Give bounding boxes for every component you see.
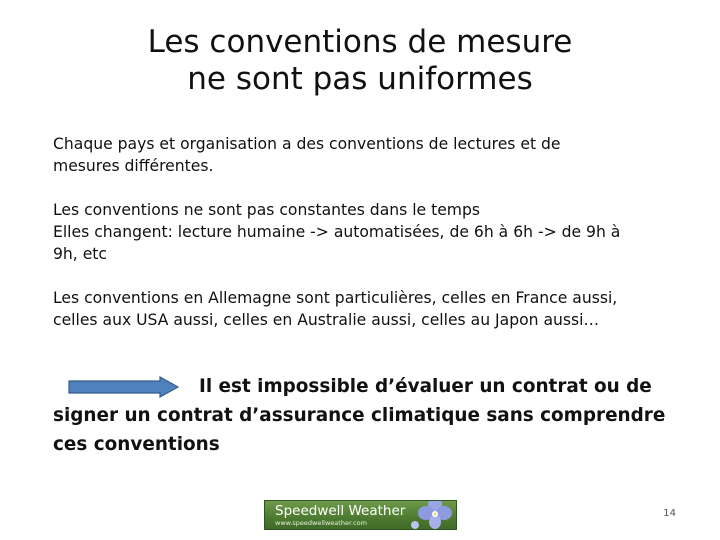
key-statement-line: ces conventions (53, 434, 220, 455)
key-statement-line: Il est impossible d’évaluer un contrat ou de (199, 376, 652, 397)
key-statement-line: signer un contrat d’assurance climatique sans comprendre (53, 405, 666, 426)
paragraph-2 (53, 199, 653, 265)
paragraph-1 (53, 133, 653, 177)
key-statement (53, 372, 673, 459)
slide-title-line-1: Les conventions de mesure (147, 24, 573, 60)
logo-url: www.speedwellweather.com (275, 519, 367, 527)
slide-title-line-2: ne sont pas uniformes (187, 61, 533, 97)
paragraph-line: Les conventions en Allemagne sont particulières, celles en France aussi, (53, 289, 618, 307)
logo-name: Speedwell Weather (275, 503, 406, 519)
page-number: 14 (663, 508, 676, 519)
speedwell-weather-logo (264, 500, 457, 530)
slide-body (53, 133, 653, 353)
paragraph-line: 9h, etc (53, 245, 107, 263)
slide-title (0, 24, 720, 98)
speedwell-flower-icon (405, 500, 457, 530)
paragraph-line: Chaque pays et organisation a des conventions de lectures et de (53, 135, 561, 153)
paragraph-3 (53, 287, 653, 331)
paragraph-line: Elles changent: lecture humaine -> automatisées, de 6h à 6h -> de 9h à (53, 223, 621, 241)
paragraph-line: mesures différentes. (53, 157, 214, 175)
paragraph-line: Les conventions ne sont pas constantes dans le temps (53, 201, 481, 219)
paragraph-line: celles aux USA aussi, celles en Australie aussi, celles au Japon aussi… (53, 311, 600, 329)
